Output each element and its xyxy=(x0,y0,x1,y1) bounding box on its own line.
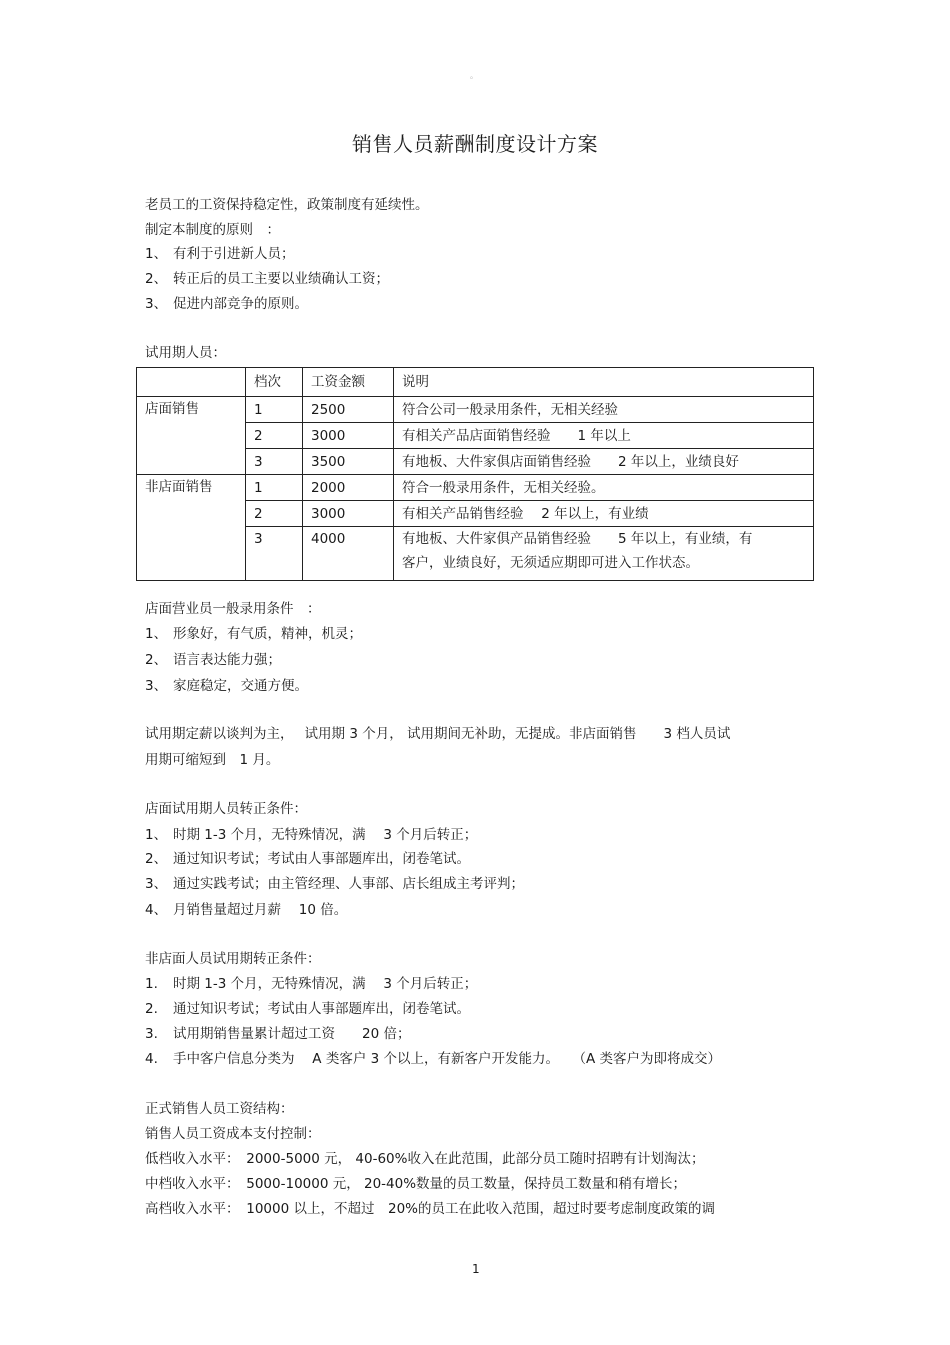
section-label: 店面试用期人员转正条件： xyxy=(145,801,307,817)
trial-policy-line: 试用期定薪以谈判为主， 试用期 3 个月， 试用期间无补助，无提成。非店面销售 3 档人员试 xyxy=(145,726,731,742)
level-cell: 2 xyxy=(246,501,303,527)
table-header-row xyxy=(137,368,814,397)
item-number: 2、 xyxy=(145,271,168,287)
principle-item xyxy=(145,245,295,263)
condition-item xyxy=(145,1025,410,1043)
desc-cell: 有相关产品店面销售经验 1 年以上 xyxy=(394,423,814,449)
group-cell: 店面销售 xyxy=(137,397,246,475)
intro-line: 老员工的工资保持稳定性，政策制度有延续性。 xyxy=(145,197,429,213)
item-text: 试用期销售量累计超过工资 20 倍； xyxy=(173,1026,411,1042)
condition-item xyxy=(145,975,477,993)
item-number: 2. xyxy=(145,1001,158,1017)
header-cell: 说明 xyxy=(394,368,814,397)
page-title: 销售人员薪酬制度设计方案 xyxy=(352,132,598,156)
item-number: 3、 xyxy=(145,678,168,694)
item-text: 手中客户信息分类为 A 类客户 3 个以上，有新客户开发能力。 （A 类客户为即将成交） xyxy=(173,1051,722,1067)
condition-item xyxy=(145,1050,721,1068)
amount-cell: 3000 xyxy=(303,423,394,449)
item-text: 促进内部竞争的原则。 xyxy=(173,296,308,312)
item-number: 1、 xyxy=(145,246,168,262)
condition-item xyxy=(145,875,524,893)
header-cell: 工资金额 xyxy=(303,368,394,397)
item-number: 4. xyxy=(145,1051,158,1067)
item-number: 2、 xyxy=(145,851,168,867)
level-cell: 3 xyxy=(246,449,303,475)
item-text: 有利于引进新人员； xyxy=(173,246,295,262)
principle-item xyxy=(145,295,308,313)
item-text: 时期 1-3 个月，无特殊情况，满 3 个月后转正； xyxy=(173,976,478,992)
section-label: 正式销售人员工资结构： xyxy=(145,1101,294,1117)
level-cell: 1 xyxy=(246,475,303,501)
table-row xyxy=(137,397,814,423)
section-label: 试用期人员： xyxy=(145,345,226,361)
principle-item xyxy=(145,270,389,288)
item-text: 通过实践考试；由主管经理、人事部、店长组成主考评判； xyxy=(173,876,524,892)
item-text: 家庭稳定，交通方便。 xyxy=(173,678,308,694)
item-number: 1、 xyxy=(145,626,168,642)
item-number: 1. xyxy=(145,976,158,992)
desc-line: 客户，业绩良好，无须适应期即可进入工作状态。 xyxy=(402,555,699,571)
desc-cell: 符合公司一般录用条件，无相关经验 xyxy=(394,397,814,423)
condition-item xyxy=(145,651,281,669)
desc-line: 有地板、大件家俱产品销售经验 5 年以上，有业绩，有 xyxy=(402,531,753,547)
item-number: 3. xyxy=(145,1026,158,1042)
level-cell: 2 xyxy=(246,423,303,449)
condition-item xyxy=(145,625,362,643)
level-cell: 3 xyxy=(246,527,303,581)
header-cell: 档次 xyxy=(246,368,303,397)
item-number: 1、 xyxy=(145,827,168,843)
intro-line: 制定本制度的原则 ： xyxy=(145,222,280,238)
table-row xyxy=(137,475,814,501)
item-text: 通过知识考试；考试由人事部题库出，闭卷笔试。 xyxy=(173,1001,470,1017)
item-text: 通过知识考试；考试由人事部题库出，闭卷笔试。 xyxy=(173,851,470,867)
condition-item xyxy=(145,901,347,919)
level-cell: 1 xyxy=(246,397,303,423)
desc-cell: 符合一般录用条件，无相关经验。 xyxy=(394,475,814,501)
item-number: 4、 xyxy=(145,902,168,918)
income-level-line: 低档收入水平： 2000-5000 元， 40-60%收入在此范围，此部分员工随时招聘有计划淘汰； xyxy=(145,1151,705,1167)
amount-cell: 2000 xyxy=(303,475,394,501)
item-text: 时期 1-3 个月，无特殊情况，满 3 个月后转正； xyxy=(173,827,478,843)
item-number: 3、 xyxy=(145,876,168,892)
item-text: 形象好，有气质，精神，机灵； xyxy=(173,626,362,642)
item-text: 语言表达能力强； xyxy=(173,652,281,668)
section-label: 销售人员工资成本支付控制： xyxy=(145,1126,321,1142)
section-label: 店面营业员一般录用条件 ： xyxy=(145,601,321,617)
condition-item xyxy=(145,1000,470,1018)
condition-item xyxy=(145,677,308,695)
item-number: 3、 xyxy=(145,296,168,312)
income-level-line: 高档收入水平： 10000 以上，不超过 20%的员工在此收入范围，超过时要考虑制度政策的调 xyxy=(145,1201,715,1217)
salary-table xyxy=(136,367,814,581)
item-number: 2、 xyxy=(145,652,168,668)
item-text: 月销售量超过月薪 10 倍。 xyxy=(173,902,348,918)
section-label: 非店面人员试用期转正条件： xyxy=(145,951,321,967)
page-mark: 。 xyxy=(470,71,478,80)
item-text: 转正后的员工主要以业绩确认工资； xyxy=(173,271,389,287)
desc-cell: 有相关产品销售经验 2 年以上，有业绩 xyxy=(394,501,814,527)
amount-cell: 3500 xyxy=(303,449,394,475)
desc-cell xyxy=(394,527,814,581)
page-number: 1 xyxy=(472,1262,480,1276)
desc-cell: 有地板、大件家俱店面销售经验 2 年以上，业绩良好 xyxy=(394,449,814,475)
trial-policy-line: 用期可缩短到 1 月。 xyxy=(145,752,280,768)
group-cell: 非店面销售 xyxy=(137,475,246,581)
amount-cell: 3000 xyxy=(303,501,394,527)
header-cell xyxy=(137,368,246,397)
condition-item xyxy=(145,826,477,844)
amount-cell: 2500 xyxy=(303,397,394,423)
condition-item xyxy=(145,850,470,868)
income-level-line: 中档收入水平： 5000-10000 元， 20-40%数量的员工数量，保持员工数量和稍有增长； xyxy=(145,1176,687,1192)
amount-cell: 4000 xyxy=(303,527,394,581)
